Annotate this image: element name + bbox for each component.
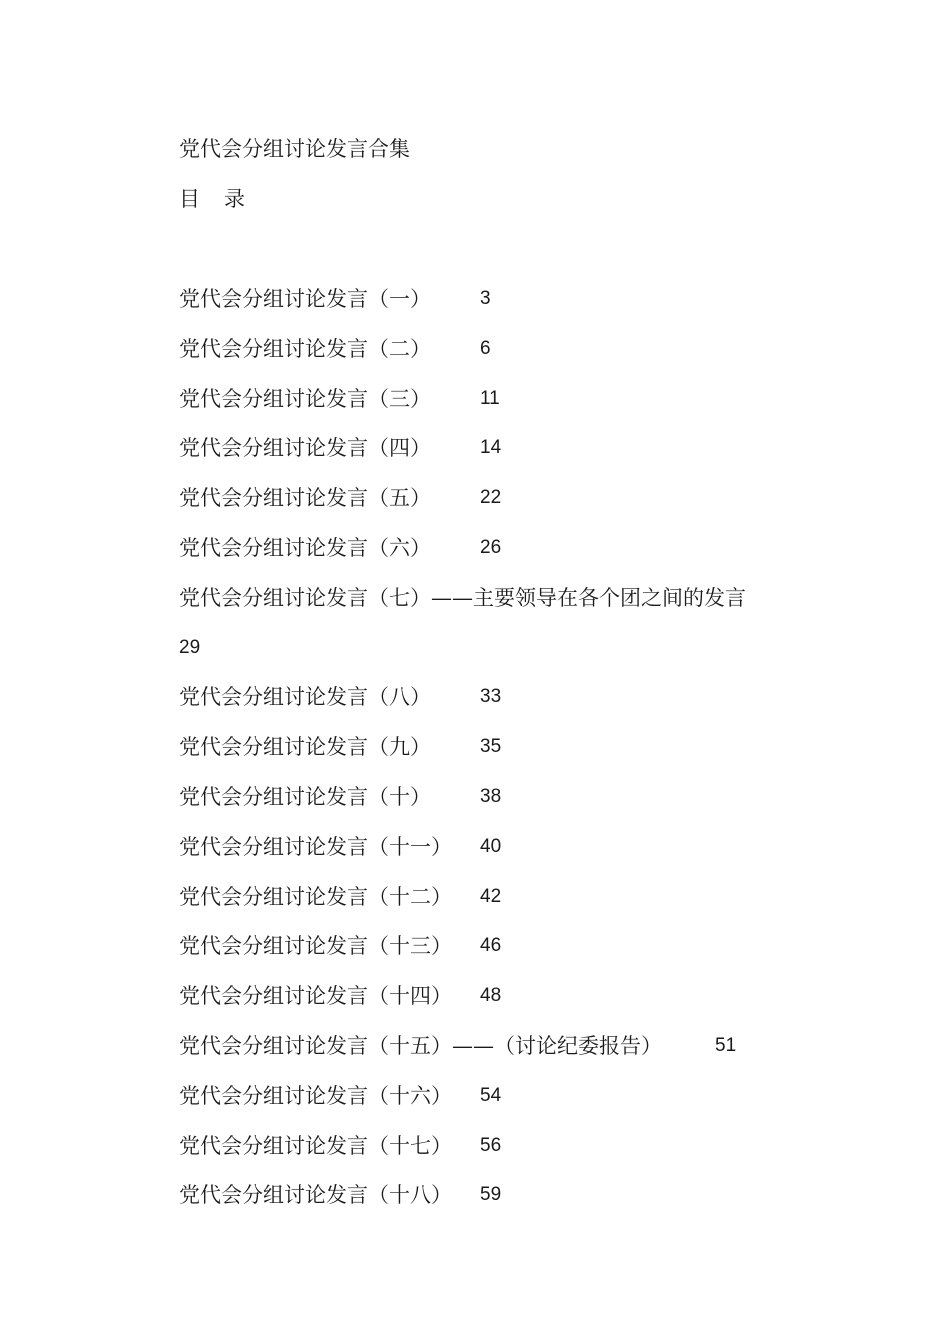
- toc-entry-page: 11: [480, 387, 500, 409]
- toc-entry-title: 党代会分组讨论发言（八）: [179, 685, 431, 710]
- toc-entry-continuation: [179, 633, 829, 683]
- toc-entry-title: 党代会分组讨论发言（十二）: [179, 884, 452, 909]
- toc-entry[interactable]: [179, 832, 829, 882]
- toc-entry-page: 35: [480, 736, 502, 758]
- toc-entry-page: 46: [480, 935, 502, 957]
- toc-entry-title: 党代会分组讨论发言（七）——主要领导在各个团之间的发言: [179, 585, 746, 610]
- toc-entry-title: 党代会分组讨论发言（十七）: [179, 1133, 452, 1158]
- toc-entry-page: 51: [715, 1034, 737, 1056]
- toc-entry[interactable]: [179, 1081, 829, 1131]
- toc-entry[interactable]: [179, 483, 829, 533]
- toc-entry-title: 党代会分组讨论发言（三）: [179, 386, 431, 411]
- toc-heading: [179, 184, 245, 214]
- toc-entry[interactable]: [179, 533, 829, 583]
- toc-entry-page: 59: [480, 1184, 502, 1206]
- toc-entry-title: 党代会分组讨论发言（十八）: [179, 1183, 452, 1208]
- toc-entry[interactable]: [179, 433, 829, 483]
- toc-entry[interactable]: [179, 1180, 829, 1230]
- toc-entry-page: 48: [480, 985, 502, 1007]
- toc-entry[interactable]: [179, 1131, 829, 1181]
- toc-entry[interactable]: [179, 384, 829, 434]
- toc-entry-title: 党代会分组讨论发言（十五）——（讨论纪委报告）: [179, 1033, 662, 1058]
- toc-entry-page: 6: [480, 337, 491, 359]
- toc-entry-page: 38: [480, 785, 502, 807]
- toc-entry-page: 14: [480, 437, 502, 459]
- toc-entry-title: 党代会分组讨论发言（十一）: [179, 834, 452, 859]
- toc-entry[interactable]: [179, 931, 829, 981]
- toc-entry[interactable]: [179, 782, 829, 832]
- toc-entry-title: 党代会分组讨论发言（五）: [179, 486, 431, 511]
- toc-entry-title: 党代会分组讨论发言（九）: [179, 735, 431, 760]
- toc-entry-title: 党代会分组讨论发言（十四）: [179, 984, 452, 1009]
- toc-entry-title: 党代会分组讨论发言（十）: [179, 784, 431, 809]
- toc-entry[interactable]: [179, 981, 829, 1031]
- toc-entry[interactable]: [179, 732, 829, 782]
- toc-entry-page: 22: [480, 487, 502, 509]
- toc-entry[interactable]: [179, 1031, 829, 1081]
- toc-entry[interactable]: [179, 334, 829, 384]
- toc-entry-page: 33: [480, 686, 502, 708]
- toc-entry-title: 党代会分组讨论发言（一）: [179, 287, 431, 311]
- toc-entry-title: 党代会分组讨论发言（四）: [179, 436, 431, 461]
- toc-entry-page: 42: [480, 885, 502, 907]
- toc-entry-page: 29: [179, 636, 201, 658]
- toc-entry-title: 党代会分组讨论发言（十三）: [179, 934, 452, 959]
- toc-entry[interactable]: [179, 583, 829, 633]
- toc-heading-right: 录: [224, 187, 245, 211]
- toc-entry-page: 3: [480, 288, 491, 309]
- toc-entry[interactable]: [179, 284, 829, 334]
- toc-entry-page: 26: [480, 536, 502, 558]
- toc-entry-page: 54: [480, 1084, 502, 1106]
- toc-entry[interactable]: [179, 882, 829, 932]
- table-of-contents: [179, 284, 829, 1230]
- toc-entry[interactable]: [179, 682, 829, 732]
- toc-entry-title: 党代会分组讨论发言（六）: [179, 535, 431, 560]
- toc-heading-left: 目: [179, 187, 200, 211]
- document-title: 党代会分组讨论发言合集: [179, 137, 410, 161]
- toc-entry-page: 56: [480, 1134, 502, 1156]
- toc-entry-page: 40: [480, 835, 502, 857]
- toc-entry-title: 党代会分组讨论发言（二）: [179, 336, 431, 361]
- toc-entry-title: 党代会分组讨论发言（十六）: [179, 1083, 452, 1108]
